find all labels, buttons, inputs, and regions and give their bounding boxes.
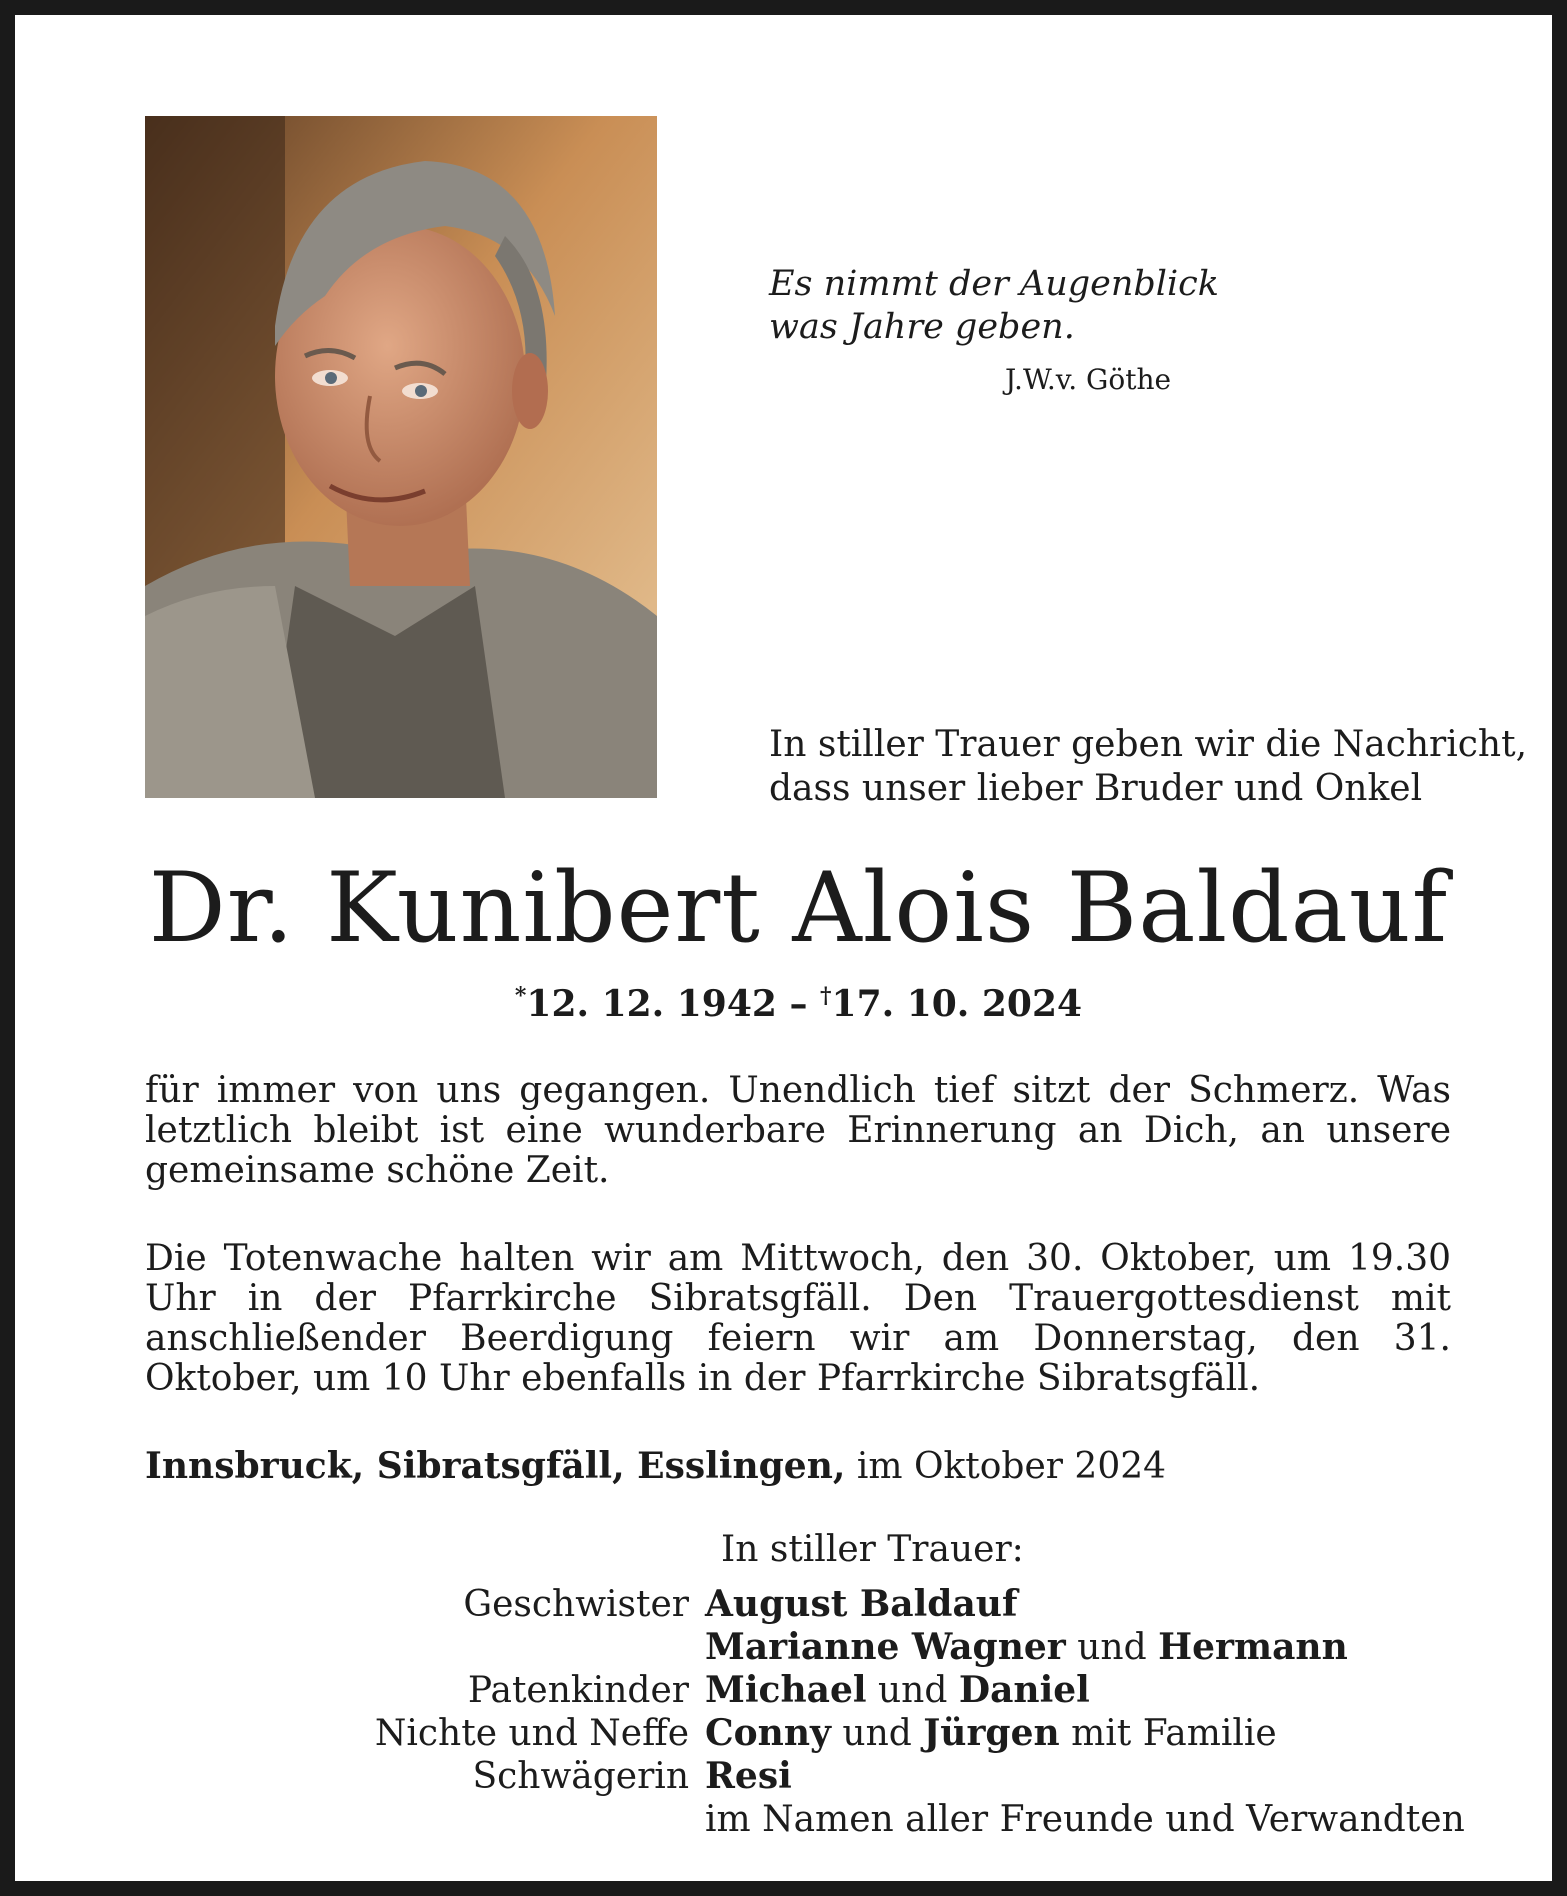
mourner-row bbox=[315, 1798, 1515, 1841]
intro-line-1: In stiller Trauer geben wir die Nachricht, bbox=[769, 724, 1528, 765]
mourner-name: Daniel bbox=[958, 1669, 1090, 1711]
conjunction: und bbox=[866, 1670, 959, 1711]
mourner-row bbox=[315, 1755, 1515, 1798]
date-line: im Oktober 2024 bbox=[845, 1446, 1167, 1487]
quote-author: J.W.v. Göthe bbox=[1005, 363, 1172, 396]
mourner-name: Michael bbox=[705, 1669, 867, 1711]
birth-date: 12. 12. 1942 bbox=[526, 983, 777, 1025]
death-symbol: † bbox=[820, 983, 832, 1009]
mourner-name: August Baldauf bbox=[705, 1583, 1018, 1625]
mourner-name: Jürgen bbox=[923, 1712, 1060, 1754]
intro-line-2: dass unser lieber Bruder und Onkel bbox=[769, 768, 1423, 809]
place-and-date bbox=[145, 1445, 1166, 1487]
mourner-row bbox=[315, 1626, 1515, 1669]
conjunction: und bbox=[1065, 1627, 1159, 1668]
family-suffix: mit Familie bbox=[1059, 1713, 1277, 1754]
quote bbox=[769, 263, 1219, 349]
mourner-row bbox=[315, 1712, 1515, 1755]
deceased-name: Dr. Kunibert Alois Baldauf bbox=[148, 852, 1449, 964]
places: Innsbruck, Sibratsgfäll, Esslingen, bbox=[145, 1445, 846, 1487]
conjunction: und bbox=[830, 1713, 924, 1754]
birth-symbol: * bbox=[514, 983, 527, 1009]
mourner-name: Hermann bbox=[1158, 1626, 1348, 1668]
life-dates bbox=[15, 983, 1567, 1025]
mourner-name: Conny bbox=[705, 1712, 831, 1754]
portrait-photo bbox=[145, 116, 657, 798]
mourner-name: Resi bbox=[705, 1755, 792, 1797]
relation-label: Patenkinder bbox=[467, 1670, 689, 1711]
mourner-row bbox=[315, 1669, 1515, 1712]
quote-line-2: was Jahre geben. bbox=[769, 307, 1075, 347]
closing-line: im Namen aller Freunde und Verwandten bbox=[705, 1799, 1465, 1840]
mourners-list bbox=[315, 1583, 1515, 1841]
mourner-name: Marianne Wagner bbox=[705, 1626, 1066, 1668]
quote-line-1: Es nimmt der Augenblick bbox=[769, 264, 1219, 304]
relation-label: Geschwister bbox=[463, 1584, 689, 1625]
paragraph-farewell: für immer von uns gegangen. Unendlich tief sitzt der Schmerz. Was letztlich bleibt ist eine wunderbare Erinnerung an Dich, an unsere gemeinsame schöne Zeit. bbox=[145, 1070, 1451, 1191]
relation-label: Nichte und Neffe bbox=[374, 1713, 689, 1754]
intro-text bbox=[769, 723, 1527, 811]
mourners-heading: In stiller Trauer: bbox=[721, 1529, 1024, 1570]
death-date: 17. 10. 2024 bbox=[831, 983, 1083, 1025]
paragraph-funeral-details: Die Totenwache halten wir am Mittwoch, den 30. Oktober, um 19.30 Uhr in der Pfarrkirche Sibratsgfäll. Den Trauergottesdienst mit anschließender Beerdigung feiern wir am Donnerstag, den 31. Oktober, um 10 Uhr ebenfalls in der Pfarrkirche Sibratsgfäll. bbox=[145, 1238, 1451, 1399]
mourner-row bbox=[315, 1583, 1515, 1626]
date-dash: – bbox=[776, 983, 821, 1025]
relation-label: Schwägerin bbox=[472, 1756, 689, 1797]
